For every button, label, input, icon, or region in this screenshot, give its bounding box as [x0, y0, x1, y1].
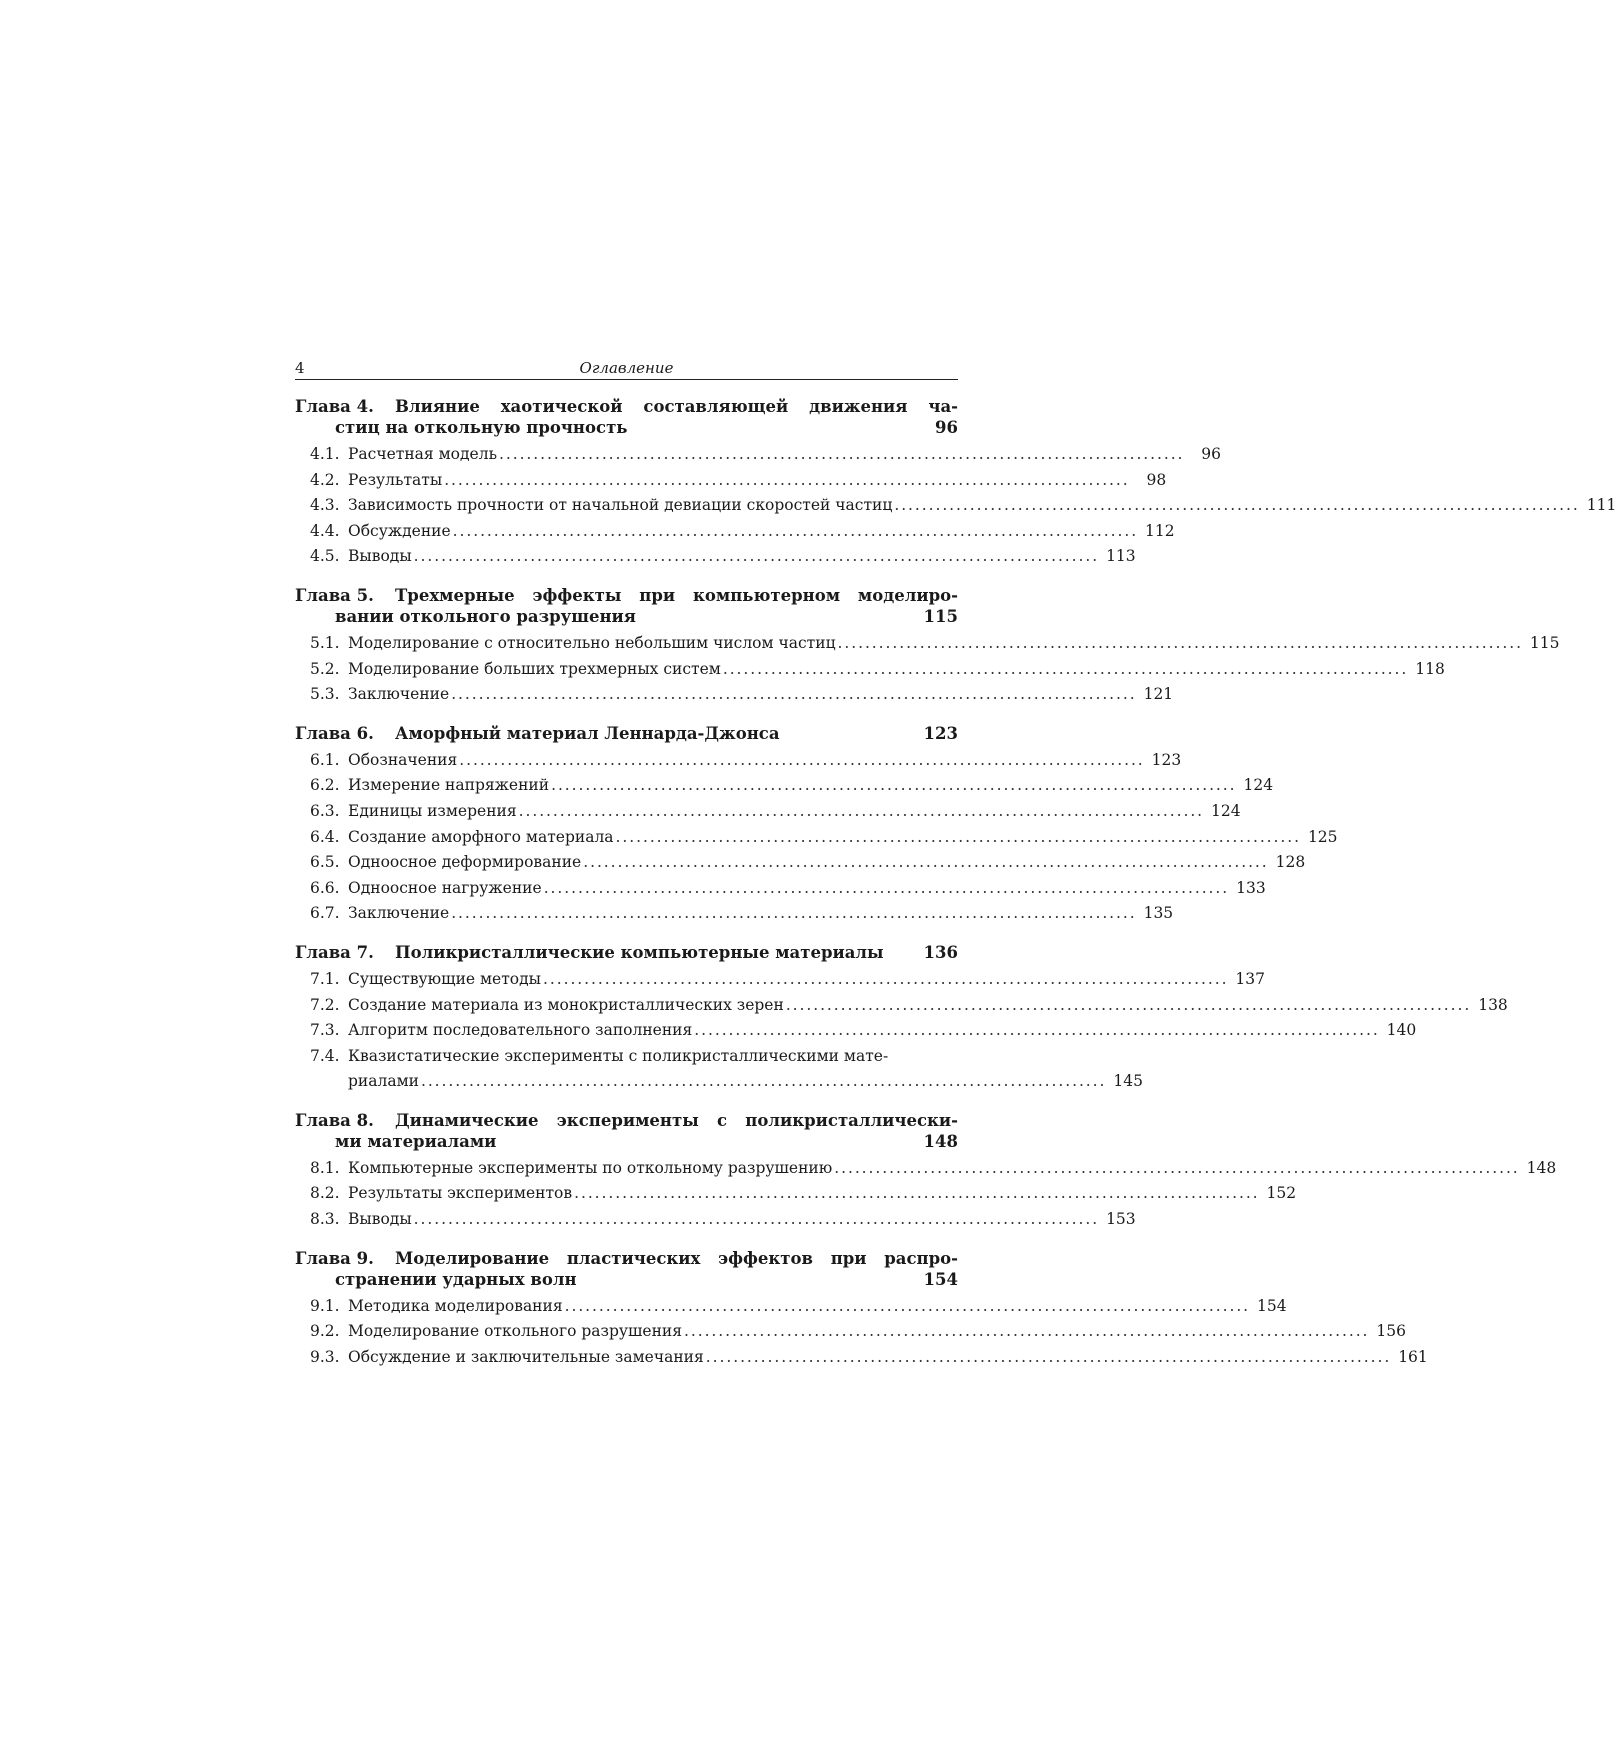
section-title: Обсуждение и заключительные замечания [348, 1347, 704, 1366]
section-number: 5.3. [310, 685, 340, 704]
chapter-heading[interactable] [295, 396, 958, 438]
section-number: 4.3. [310, 496, 340, 515]
section-title: Результаты [348, 470, 443, 489]
chapter-title-continuation: вании откольного разрушения [335, 606, 636, 626]
dot-leader [544, 876, 1226, 902]
section-page-number: 111 [1586, 496, 1616, 515]
section-page-number: 113 [1106, 547, 1136, 566]
section-title: Создание материала из монокристаллических зерен [348, 995, 784, 1014]
section-page-number: 133 [1236, 878, 1266, 897]
section-number: 8.3. [310, 1210, 340, 1229]
section-title: Расчетная модель [348, 445, 498, 463]
section-number: 4.4. [310, 521, 340, 540]
dot-leader [421, 1069, 1103, 1095]
section-title: Измерение напряжений [348, 776, 550, 795]
chapter-label: Глава 9. [295, 1248, 374, 1268]
section-title: Создание аморфного материала [348, 827, 614, 846]
dot-leader [551, 773, 1233, 799]
section-title: Существующие методы [348, 969, 542, 988]
toc-chapter [295, 396, 1616, 570]
section-number: 7.3. [310, 1021, 340, 1040]
section-number: 4.5. [310, 547, 340, 566]
section-title: Выводы [348, 1210, 412, 1229]
section-title: Заключение [348, 685, 450, 704]
toc-section-entry[interactable] [295, 825, 1338, 851]
dot-leader [451, 682, 1133, 708]
section-title: Методика моделирования [348, 1296, 563, 1315]
section-number: 9.1. [310, 1296, 340, 1315]
toc-section-entry[interactable] [295, 544, 1136, 570]
section-title: Моделирование больших трехмерных систем [348, 659, 721, 678]
toc-section-entry[interactable] [295, 468, 1167, 494]
dot-leader [414, 1207, 1096, 1233]
toc-section-entry[interactable] [295, 442, 1221, 468]
dot-leader [723, 657, 1405, 683]
toc-chapter [295, 942, 1508, 1095]
section-number: 6.5. [310, 853, 340, 872]
toc-chapter [295, 1248, 1428, 1371]
dot-leader [451, 901, 1133, 927]
chapter-title: Трехмерные эффекты при компьютерном моделиро- [395, 585, 958, 605]
running-title: Оглавление [579, 359, 674, 377]
chapter-title-continuation: странении ударных волн [335, 1269, 577, 1289]
chapter-page-number: 136 [923, 942, 958, 962]
dot-leader [694, 1018, 1376, 1044]
section-page-number: 123 [1151, 750, 1182, 769]
section-number: 6.4. [310, 827, 340, 846]
section-title: Обозначения [348, 750, 458, 769]
chapter-title-continuation: ми материалами [335, 1131, 497, 1151]
toc-section-entry[interactable] [295, 493, 1616, 519]
section-title: Одноосное деформирование [348, 853, 582, 872]
chapter-heading[interactable] [295, 585, 958, 627]
section-number: 5.2. [310, 659, 340, 678]
chapter-page-number: 96 [935, 418, 958, 437]
section-page-number: 124 [1211, 801, 1241, 820]
section-title: Выводы [348, 547, 412, 566]
section-page-number: 96 [1201, 445, 1221, 463]
chapter-page-number: 154 [923, 1269, 958, 1289]
dot-leader [786, 993, 1468, 1019]
chapter-title: Динамические эксперименты с поликристаллически- [395, 1110, 958, 1130]
dot-leader [616, 825, 1298, 851]
section-page-number: 121 [1143, 685, 1174, 704]
toc-section-entry[interactable] [295, 682, 1174, 708]
section-page-number: 135 [1143, 904, 1174, 923]
dot-leader [459, 748, 1141, 774]
page-number: 4 [295, 359, 305, 377]
toc-chapter [295, 1110, 1557, 1233]
toc-section-entry[interactable] [295, 1156, 1557, 1182]
chapter-title: Аморфный материал Леннарда-Джонса [395, 723, 780, 743]
toc-section-entry[interactable] [295, 657, 1445, 683]
dot-leader [543, 967, 1225, 993]
dot-leader [499, 442, 1181, 468]
section-number: 6.6. [310, 878, 340, 897]
section-page-number: 156 [1376, 1322, 1406, 1341]
toc-chapter [295, 723, 1338, 927]
toc-section-entry[interactable] [295, 1345, 1428, 1371]
toc-section-entry[interactable] [295, 1181, 1297, 1207]
chapter-heading[interactable] [295, 723, 958, 744]
toc-section-entry[interactable] [295, 876, 1266, 902]
dot-leader [444, 468, 1126, 494]
toc-section-entry[interactable] [295, 1044, 1143, 1095]
toc-section-entry[interactable] [295, 850, 1306, 876]
section-number: 9.3. [310, 1347, 340, 1366]
dot-leader [838, 631, 1520, 657]
section-title: Квазистатические эксперименты с поликристаллическими мате- [348, 1046, 889, 1065]
section-title: Обсуждение [348, 521, 451, 540]
table-of-contents [295, 396, 1616, 1370]
section-page-number: 115 [1529, 633, 1560, 652]
section-page-number: 98 [1146, 470, 1167, 489]
dot-leader [583, 850, 1265, 876]
section-title: Заключение [348, 904, 450, 923]
section-title: Результаты экспериментов [348, 1184, 573, 1203]
running-head [295, 359, 958, 380]
section-page-number: 137 [1235, 969, 1266, 988]
section-number: 4.1. [310, 445, 340, 463]
section-title: Зависимость прочности от начальной девиации скоростей частиц [348, 496, 893, 515]
toc-section-entry[interactable] [295, 993, 1508, 1019]
toc-section-entry[interactable] [295, 519, 1175, 545]
chapter-label: Глава 8. [295, 1110, 374, 1130]
section-page-number: 118 [1415, 659, 1445, 678]
section-page-number: 128 [1275, 853, 1306, 872]
section-page-number: 154 [1257, 1296, 1287, 1315]
chapter-heading[interactable] [295, 1248, 958, 1290]
section-number: 5.1. [310, 633, 340, 652]
toc-section-entry[interactable] [295, 967, 1266, 993]
dot-leader [519, 799, 1201, 825]
section-title: Компьютерные эксперименты по откольному разрушению [348, 1158, 833, 1177]
section-page-number: 124 [1243, 776, 1274, 795]
toc-section-entry[interactable] [295, 1207, 1136, 1233]
section-number: 4.2. [310, 470, 340, 489]
chapter-label: Глава 4. [295, 397, 374, 416]
dot-leader [684, 1319, 1366, 1345]
chapter-title-continuation: стиц на откольную прочность [335, 418, 628, 437]
section-number: 6.3. [310, 801, 340, 820]
toc-section-entry[interactable] [295, 1018, 1417, 1044]
toc-section-entry[interactable] [295, 748, 1182, 774]
chapter-page-number: 148 [923, 1131, 958, 1151]
section-page-number: 148 [1526, 1158, 1557, 1177]
toc-page [295, 359, 1616, 1385]
section-page-number: 153 [1106, 1210, 1136, 1229]
section-page-number: 145 [1113, 1072, 1143, 1091]
section-number: 6.2. [310, 776, 340, 795]
toc-section-entry[interactable] [295, 1294, 1287, 1320]
section-page-number: 161 [1398, 1347, 1428, 1366]
section-number: 9.2. [310, 1322, 340, 1341]
section-title: Одноосное нагружение [348, 878, 542, 897]
toc-section-entry[interactable] [295, 1319, 1406, 1345]
section-number: 7.2. [310, 995, 340, 1014]
dot-leader [706, 1345, 1388, 1371]
section-title: Единицы измерения [348, 801, 517, 820]
chapter-title: Моделирование пластических эффектов при распро- [395, 1248, 958, 1268]
chapter-label: Глава 7. [295, 942, 374, 962]
toc-section-entry[interactable] [295, 799, 1241, 825]
section-page-number: 140 [1386, 1021, 1417, 1040]
toc-section-entry[interactable] [295, 773, 1274, 799]
section-page-number: 152 [1266, 1184, 1297, 1203]
section-page-number: 138 [1478, 995, 1508, 1014]
section-page-number: 112 [1145, 521, 1175, 540]
dot-leader [834, 1156, 1516, 1182]
section-title: Моделирование с относительно небольшим числом частиц [348, 633, 836, 652]
chapter-label: Глава 5. [295, 585, 374, 605]
section-number: 6.7. [310, 904, 340, 923]
section-title-continuation: риалами [348, 1072, 419, 1091]
section-number: 7.4. [310, 1046, 340, 1065]
chapter-label: Глава 6. [295, 723, 374, 743]
chapter-page-number: 115 [923, 606, 958, 626]
section-number: 7.1. [310, 969, 340, 988]
section-title: Алгоритм последовательного заполнения [348, 1021, 693, 1040]
dot-leader [574, 1181, 1256, 1207]
toc-chapter [295, 585, 1560, 708]
section-number: 8.2. [310, 1184, 340, 1203]
chapter-heading[interactable] [295, 942, 958, 963]
section-title: Моделирование откольного разрушения [348, 1322, 683, 1341]
chapter-title: Поликристаллические компьютерные материалы [395, 942, 884, 962]
chapter-heading[interactable] [295, 1110, 958, 1152]
toc-section-entry[interactable] [295, 631, 1560, 657]
dot-leader [414, 544, 1096, 570]
toc-section-entry[interactable] [295, 901, 1174, 927]
dot-leader [565, 1294, 1247, 1320]
chapter-page-number: 123 [923, 723, 958, 743]
dot-leader [453, 519, 1135, 545]
chapter-title: Влияние хаотической составляющей движения ча- [395, 397, 958, 416]
section-number: 8.1. [310, 1158, 340, 1177]
section-number: 6.1. [310, 750, 340, 769]
dot-leader [894, 493, 1576, 519]
section-page-number: 125 [1307, 827, 1338, 846]
